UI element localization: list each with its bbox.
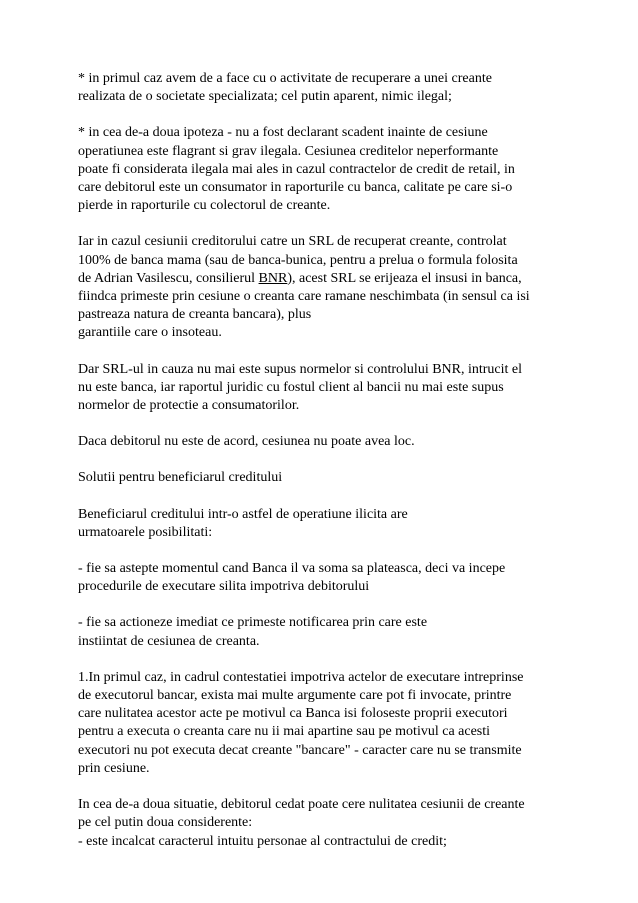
paragraph-3	[78, 233, 598, 342]
paragraph-1: * in primul caz avem de a face cu o activitate de recuperare a unei creante realizata de o societate specializata; cel putin aparent, nimic ilegal;	[78, 71, 492, 105]
bnr-link[interactable]: BNR	[258, 270, 288, 286]
option-2: - fie sa actioneze imediat ce primeste notificarea prin care este instiintat de cesiunea de creanta.	[78, 615, 428, 649]
option-1: - fie sa astepte momentul cand Banca il va soma sa plateasca, deci va incepe procedurile de executare silita impotriva debitorului	[78, 561, 506, 595]
paragraph-4: Dar SRL-ul in cauza nu mai este supus normelor si controlului BNR, intrucit el nu este banca, iar raportul juridic cu fostul client al bancii nu mai este supus normelor de protectie a consumatorilor.	[78, 361, 523, 414]
paragraph-3-part-2: ), acest SRL se erijeaza el insusi in banca, fiindca primeste prin cesiune o creanta care ramane neschimbata (in sensul ca isi pastreaza natura de creanta bancara), plus garantiile care o insoteau.	[78, 270, 530, 341]
paragraph-7: Beneficiarul creditului intr-o astfel de operatiune ilicita are urmatoarele posibilitati:	[78, 506, 408, 540]
document-page	[78, 70, 598, 851]
paragraph-3-part-1: Iar in cazul cesiunii creditorului catre un SRL de recuperat creante, controlat 100% de banca mama (sau de banca-bunica, pentru a prelua o formula folosita de Adrian Vasilescu, consilierul	[78, 234, 518, 286]
paragraph-5: Daca debitorul nu este de acord, cesiunea nu poate avea loc.	[78, 434, 415, 450]
paragraph-2: * in cea de-a doua ipoteza - nu a fost declarant scadent inainte de cesiune operatiunea este flagrant si grav ilegala. Cesiunea creditelor neperformante poate fi considerata ilegala mai ales in cazul contractelor de credit de retail, in care debitorul este un consumator in raporturile cu banca, calitate pe care si-o pierde in raporturile cu colectorul de creante.	[78, 125, 515, 214]
section-heading: Solutii pentru beneficiarul creditului	[78, 470, 283, 486]
paragraph-10: 1.In primul caz, in cadrul contestatiei impotriva actelor de executare intreprinse de executorul bancar, exista mai multe argumente care pot fi invocate, printre care nulitatea acestor acte pe motivul ca Banca isi foloseste proprii executori pentru a executa o creanta care nu ii mai apartine sau pe motivul ca acesti executori nu pot executa decat creante "bancare" - caracter care nu se transmite prin cesiune.	[78, 669, 524, 776]
paragraph-11: In cea de-a doua situatie, debitorul cedat poate cere nulitatea cesiunii de creante pe cel putin doua considerente: - este incalcat caracterul intuitu personae al contractului de credit;	[78, 797, 525, 849]
